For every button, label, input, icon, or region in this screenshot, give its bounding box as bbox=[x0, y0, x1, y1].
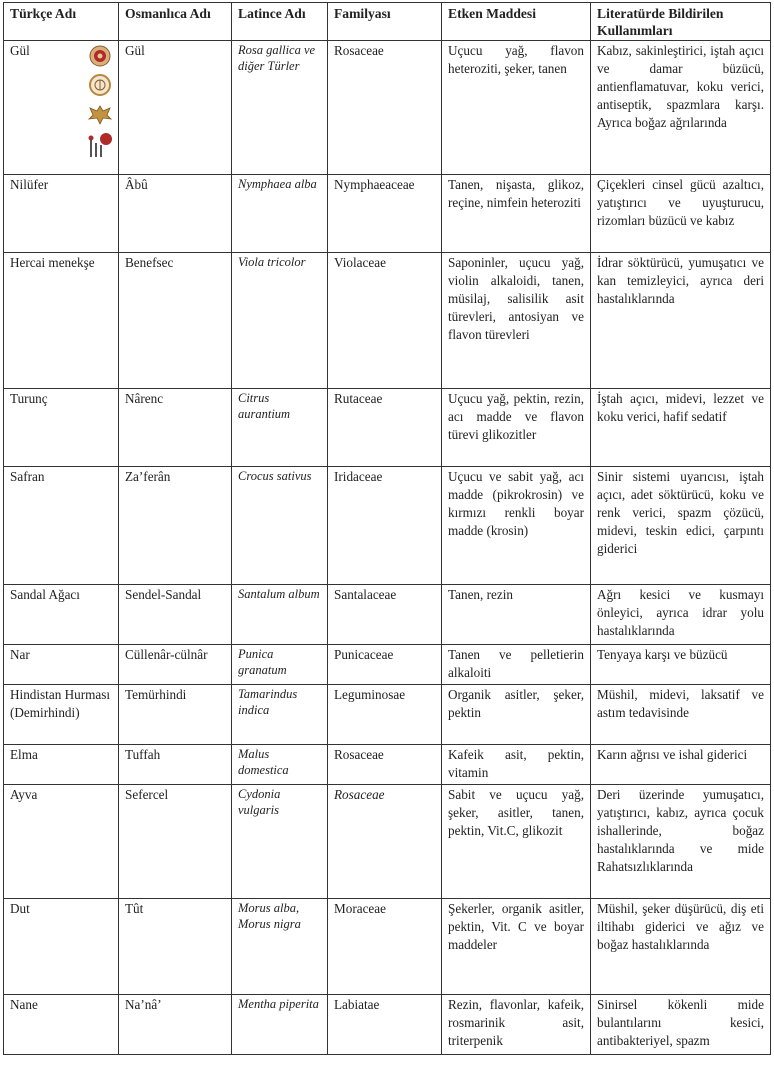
cell-reported-uses: Karın ağrısı ve ishal giderici bbox=[591, 745, 771, 785]
cell-ottoman-name: Benefsec bbox=[119, 253, 232, 389]
cell-turkish-name: Safran bbox=[4, 467, 119, 585]
header-family: Familyası bbox=[328, 3, 442, 41]
cell-latin-name: Citrus aurantium bbox=[232, 389, 328, 467]
plant-table-wrapper bbox=[3, 2, 771, 1055]
cell-family: Iridaceae bbox=[328, 467, 442, 585]
cell-latin-name: Malus domestica bbox=[232, 745, 328, 785]
cell-family: Labiatae bbox=[328, 995, 442, 1055]
cell-turkish-name: Sandal Ağacı bbox=[4, 585, 119, 645]
cell-reported-uses: Ağrı kesici ve kusmayı önleyici, ayrıca idrar yolu hastalıklarında bbox=[591, 585, 771, 645]
cell-text: Gül bbox=[10, 43, 30, 58]
cell-reported-uses: Tenyaya karşı ve büzücü bbox=[591, 645, 771, 685]
double-eagle-icon bbox=[88, 103, 112, 125]
cell-reported-uses: Sinir sistemi uyarıcısı, iştah açıcı, adet söktürücü, koku ve renk verici, spazm çözücü, midevi, teskin edici, çarpıntı giderici bbox=[591, 467, 771, 585]
table-row bbox=[4, 41, 771, 175]
cell-turkish-name: Nilüfer bbox=[4, 175, 119, 253]
table-row bbox=[4, 645, 771, 685]
cell-reported-uses: Deri üzerinde yumuşatıcı, yatıştırıcı, kabız, ayrıca çocuk ishallerinde, boğaz hastalıklarında ve mide Rahatsızlıklarında bbox=[591, 785, 771, 899]
medallion-icon bbox=[89, 73, 111, 97]
cell-reported-uses: İştah açıcı, midevi, lezzet ve koku verici, hafif sedatif bbox=[591, 389, 771, 467]
table-row bbox=[4, 389, 771, 467]
cell-turkish-name: Nar bbox=[4, 645, 119, 685]
table-row bbox=[4, 995, 771, 1055]
cell-reported-uses: İdrar söktürücü, yumuşatıcı ve kan temizleyici, ayrıca deri hastalıklarında bbox=[591, 253, 771, 389]
cell-active-substance: Organik asitler, şeker, pektin bbox=[442, 685, 591, 745]
header-turkish-name: Türkçe Adı bbox=[4, 3, 119, 41]
header-reported-uses: Literatürde Bildirilen Kullanımları bbox=[591, 3, 771, 41]
cell-family: Santalaceae bbox=[328, 585, 442, 645]
cell-active-substance: Tanen ve pelletierin alkaloiti bbox=[442, 645, 591, 685]
cell-latin-name: Crocus sativus bbox=[232, 467, 328, 585]
cell-ottoman-name: Temürhindi bbox=[119, 685, 232, 745]
table-row bbox=[4, 253, 771, 389]
cell-active-substance: Tanen, nişasta, glikoz, reçine, nimfein heteroziti bbox=[442, 175, 591, 253]
cell-family: Violaceae bbox=[328, 253, 442, 389]
cell-family: Rosaceae bbox=[328, 745, 442, 785]
cell-latin-name: Rosa gallica ve diğer Türler bbox=[232, 41, 328, 175]
header-latin-name: Latince Adı bbox=[232, 3, 328, 41]
cell-family: Nymphaeaceae bbox=[328, 175, 442, 253]
table-row bbox=[4, 685, 771, 745]
cell-latin-name: Nymphaea alba bbox=[232, 175, 328, 253]
header-active-substance: Etken Maddesi bbox=[442, 3, 591, 41]
medicinal-plants-table bbox=[3, 2, 771, 1055]
cell-turkish-name: Ayva bbox=[4, 785, 119, 899]
cell-latin-name: Mentha piperita bbox=[232, 995, 328, 1055]
cell-family: Rosaceae bbox=[328, 41, 442, 175]
cell-active-substance: Uçucu ve sabit yağ, acı madde (pikrokrosin) ve kırmızı renkli boyar madde (krosin) bbox=[442, 467, 591, 585]
cell-active-substance: Rezin, flavonlar, kafeik, rosmarinik asit, triterpenik bbox=[442, 995, 591, 1055]
cell-active-substance: Kafeik asit, pektin, vitamin bbox=[442, 745, 591, 785]
rose-emblem-icon bbox=[89, 45, 111, 67]
cell-latin-name: Cydonia vulgaris bbox=[232, 785, 328, 899]
cell-ottoman-name: Sendel-Sandal bbox=[119, 585, 232, 645]
cell-active-substance: Uçucu yağ, pektin, rezin, acı madde ve flavon türevi glikozitler bbox=[442, 389, 591, 467]
cell-ottoman-name: Cüllenâr-cülnâr bbox=[119, 645, 232, 685]
cell-reported-uses: Müshil, şeker düşürücü, diş eti iltihabı giderici ve ağız ve boğaz hastalıklarında bbox=[591, 899, 771, 995]
cell-active-substance: Tanen, rezin bbox=[442, 585, 591, 645]
table-row bbox=[4, 175, 771, 253]
cell-turkish-name: Turunç bbox=[4, 389, 119, 467]
cell-ottoman-name: Tuffah bbox=[119, 745, 232, 785]
cell-turkish-name: Nane bbox=[4, 995, 119, 1055]
cell-turkish-name bbox=[4, 41, 119, 175]
cell-latin-name: Tamarindus indica bbox=[232, 685, 328, 745]
cell-ottoman-name: Sefercel bbox=[119, 785, 232, 899]
cell-reported-uses: Kabız, sakinleştirici, iştah açıcı ve damar büzücü, antienflamatuvar, koku verici, antiseptik, spazmlara karşı. Ayrıca boğaz ağrılarında bbox=[591, 41, 771, 175]
cell-reported-uses: Çiçekleri cinsel gücü azaltıcı, yatıştırıcı ve uyuşturucu, rizomları büzücü ve kabız bbox=[591, 175, 771, 253]
table-row bbox=[4, 467, 771, 585]
cell-active-substance: Uçucu yağ, flavon heteroziti, şeker, tanen bbox=[442, 41, 591, 175]
cell-latin-name: Punica granatum bbox=[232, 645, 328, 685]
cell-turkish-name: Dut bbox=[4, 899, 119, 995]
cell-turkish-name: Elma bbox=[4, 745, 119, 785]
table-row bbox=[4, 785, 771, 899]
table-row bbox=[4, 585, 771, 645]
cell-family: Rosaceae bbox=[328, 785, 442, 899]
pharmacy-tools-icon bbox=[86, 131, 114, 159]
cell-reported-uses: Müshil, midevi, laksatif ve astım tedavisinde bbox=[591, 685, 771, 745]
cell-active-substance: Sabit ve uçucu yağ, şeker, asitler, tanen, pektin, Vit.C, glikozit bbox=[442, 785, 591, 899]
cell-active-substance: Şekerler, organik asitler, pektin, Vit. C ve boyar maddeler bbox=[442, 899, 591, 995]
cell-latin-name: Santalum album bbox=[232, 585, 328, 645]
table-row bbox=[4, 745, 771, 785]
cell-ottoman-name: Na’nâ’ bbox=[119, 995, 232, 1055]
cell-ottoman-name: Nârenc bbox=[119, 389, 232, 467]
header-ottoman-name: Osmanlıca Adı bbox=[119, 3, 232, 41]
cell-family: Rutaceae bbox=[328, 389, 442, 467]
cell-ottoman-name: Gül bbox=[119, 41, 232, 175]
cell-ottoman-name: Za’ferân bbox=[119, 467, 232, 585]
cell-active-substance: Saponinler, uçucu yağ, violin alkaloidi, tanen, müsilaj, salisilik asit türevleri, antosiyan ve flavon türevleri bbox=[442, 253, 591, 389]
cell-turkish-name: Hindistan Hurması (Demirhindi) bbox=[4, 685, 119, 745]
table-header-row bbox=[4, 3, 771, 41]
decorative-icons bbox=[86, 45, 114, 159]
cell-family: Moraceae bbox=[328, 899, 442, 995]
cell-turkish-name: Hercai menekşe bbox=[4, 253, 119, 389]
cell-ottoman-name: Tût bbox=[119, 899, 232, 995]
cell-latin-name: Viola tricolor bbox=[232, 253, 328, 389]
cell-family: Punicaceae bbox=[328, 645, 442, 685]
cell-latin-name: Morus alba, Morus nigra bbox=[232, 899, 328, 995]
cell-family: Leguminosae bbox=[328, 685, 442, 745]
cell-reported-uses: Sinirsel kökenli mide bulantılarını kesici, antibakteriyel, spazm bbox=[591, 995, 771, 1055]
cell-ottoman-name: Âbû bbox=[119, 175, 232, 253]
table-row bbox=[4, 899, 771, 995]
